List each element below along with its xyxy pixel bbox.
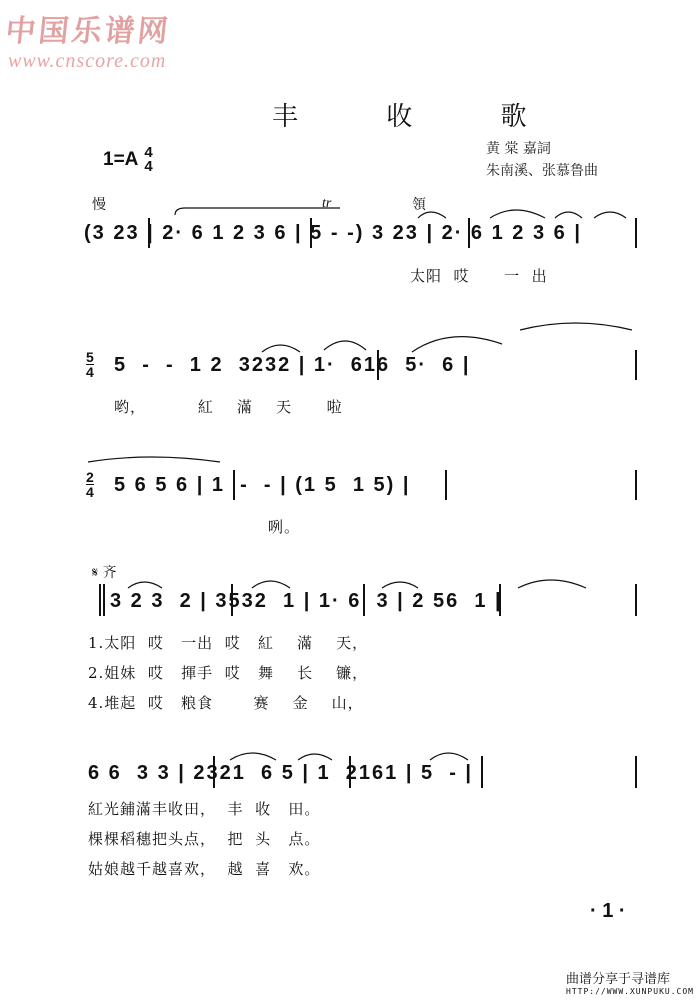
trill-line	[175, 208, 340, 215]
staff-line-5-notes: 6 6 3 3 | 2321 6 5 | 1 2161 | 5 - |	[88, 762, 474, 784]
trill-mark: tr	[322, 196, 332, 211]
verse-line-5-3: 姑娘越千越喜欢， 越 喜 欢。	[88, 860, 321, 878]
time-signature	[144, 146, 152, 174]
slur-l2-c	[412, 337, 502, 352]
verse-line-4-1: 1.太阳 哎 一出 哎 紅 滿 天，	[88, 634, 369, 652]
segno-chorus-mark: 𝄋 齐	[92, 565, 117, 581]
slur-l4-d	[518, 580, 586, 588]
staff-line-3-notes: 5 6 5 6 | 1 - - | (1 5 1 5) |	[114, 474, 411, 496]
verse-line-5-2: 棵棵稻穗把头点， 把 头 点。	[88, 830, 321, 848]
time-sig-bottom: 4	[144, 158, 153, 175]
watermark-url: www.cnscore.com	[8, 50, 167, 72]
slur-l5-a	[230, 753, 276, 760]
slur-l5-b	[298, 754, 332, 760]
staff-line-4-notes: 3 2 3 2 | 3532 1 | 1· 6 3 | 2 56 1 |	[110, 590, 503, 612]
composer-credit: 朱南溪、张慕鲁曲	[486, 163, 598, 179]
song-title: 丰 收 歌	[272, 102, 567, 132]
slur-l1-c	[555, 212, 582, 218]
staff-line-1-notes: (3 23 | 2· 6 1 2 3 6 | 5 - -) 3 23 | 2· 6 1 2 3 6 |	[84, 222, 582, 244]
tempo-mark: 慢	[92, 197, 106, 213]
slur-l2-a	[262, 345, 300, 352]
verse-line-4-2: 2.姐妹 哎 揮手 哎 舞 长 镰，	[88, 664, 369, 682]
slur-l2-d	[520, 323, 632, 330]
verse-line-5-1: 紅光鋪滿丰收田， 丰 收 田。	[88, 800, 321, 818]
footer-text: 曲谱分享于寻谱库	[566, 972, 671, 987]
time-sig-top: 4	[144, 144, 153, 161]
slur-l4-b	[252, 581, 290, 588]
staff-line-1-lyrics: 太阳 哎 一 出	[410, 267, 548, 285]
staff-line-2-lyrics: 哟， 紅 滿 天 啦	[114, 398, 343, 416]
lead-mark: 領	[412, 197, 426, 213]
time-signature-2-4: 2 4	[86, 469, 94, 500]
lyricist-credit: 黄 棠 嘉詞	[486, 141, 551, 157]
slur-l4-c	[382, 582, 418, 588]
slur-l2-b	[324, 341, 366, 350]
slur-l4-a	[128, 582, 162, 588]
time-signature-5-4: 5 4	[86, 349, 94, 380]
staff-line-2-notes: 5 - - 1 2 3232 | 1· 616 5· 6 |	[114, 354, 471, 376]
slur-l5-c	[430, 753, 468, 760]
staff-line-3-lyrics: 咧。	[268, 518, 301, 536]
slur-l1-b	[490, 210, 545, 218]
page-number: · 1 ·	[590, 900, 626, 922]
key-signature	[103, 146, 153, 174]
verse-line-4-3: 4.堆起 哎 粮食 赛 金 山，	[88, 694, 364, 712]
slur-l3-a	[88, 457, 220, 462]
watermark-site-name: 中国乐谱网	[3, 14, 173, 49]
footer-url: HTTP://WWW.XUNPUKU.COM	[566, 987, 694, 996]
key-label: 1=A	[103, 149, 139, 170]
slur-l1-d	[594, 212, 626, 218]
